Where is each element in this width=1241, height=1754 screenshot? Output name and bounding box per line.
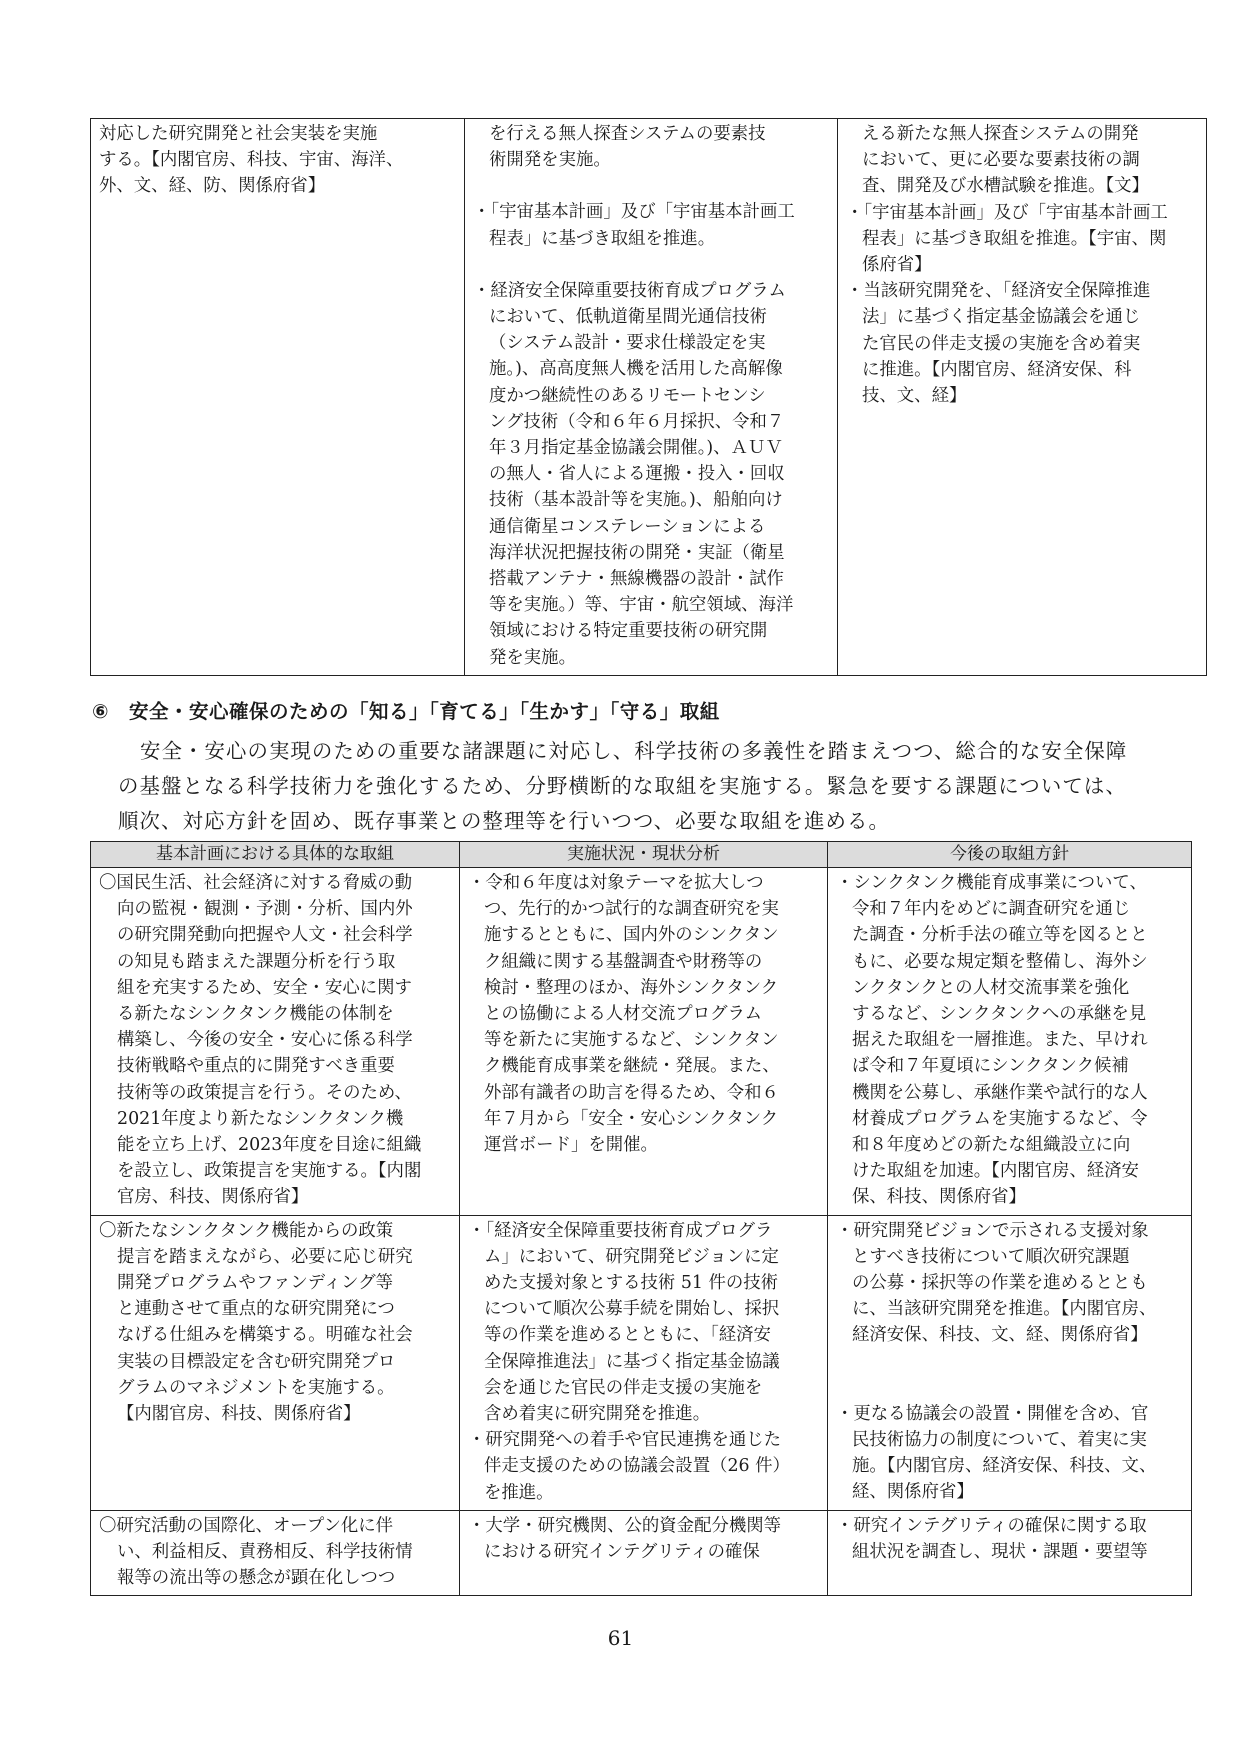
intro-line: の基盤となる科学技術力を強化するため、分野横断的な取組を実施する。緊急を要する課題については、 [118,774,1127,798]
measures-table [90,841,1192,1596]
table-cell [91,1510,460,1596]
cell-text: 〇新たなシンクタンク機能からの政策 提言を踏まえながら、必要に応じ研究 開発プログラムやファンディング等 と連動させて重点的な研究開発につ なげる仕組みを構築する。明確な社会 実装の目標設定を含む研究開発プロ グラムのマネジメントを実施する。 【内閣官房、科技、関係府省】 [99,1220,413,1425]
cell-text: 〇研究活動の国際化、オープン化に伴 い、利益相反、責務相反、科学技術情 報等の流出等の懸念が顕在化しつつ [99,1515,413,1589]
bullet-text: ・「宇宙基本計画」及び「宇宙基本計画工 程表」に基づき取組を推進。 [473,202,795,249]
bullet-text: ・「宇宙基本計画」及び「宇宙基本計画工 程表」に基づき取組を推進。【宇宙、関 係府省】 [846,202,1168,276]
header-cell: 基本計画における具体的な取組 [91,842,460,868]
cell-text: える新たな無人探査システムの開発 において、更に必要な要素技術の調 査、開発及び水槽試験を推進。【文】 [862,124,1149,197]
bullet-text: ・「経済安全保障重要技術育成プログラ ム」において、研究開発ビジョンに定 めた支援対象とする技術 51 件の技術 について順次公募手続を開始し、採択 等の作業を進めるとともに、「経済安 全保障推進法」に基づく指定基金協議 会を通じた官民の伴走支援の実施を 含め着実に研究開発を推進。 [468,1220,780,1425]
table-cell [91,119,465,676]
bullet-text: ・シンクタンク機能育成事業について、 令和７年内をめどに調査研究を通じ た調査・分析手法の確立等を図るとと もに、必要な規定類を整備し、海外シ ンクタンクとの人材交流事業を強化 するなど、シンクタンクへの承継を見 据えた取組を一層推進。また、早けれ ば令和７年夏頃にシンクタンク候補 機関を公募し、承継作業や試行的な人 材養成プログラムを実施するなど、令 和８年度めどの新たな組織設立に向 けた取組を加速。【内閣官房、経済安 保、科技、関係府省】 [836,873,1148,1208]
bullet-text: ・経済安全保障重要技術育成プログラム において、低軌道衛星間光通信技術 （システム設計・要求仕様設定を実 施。)、高高度無人機を活用した高解像 度かつ継続性のあるリモートセンシ ング技術（令和６年６月採択、令和７ 年３月指定基金協議会開催。)、ＡＵＶ の無人・省人による運搬・投入・回収 技術（基本設計等を実施。)、船舶向け 通信衛星コンステレーションによる 海洋状況把握技術の開発・実証（衛星 搭載アンテナ・無線機器の設計・試作 等を実施。）等、宇宙・航空領域、海洋 領域における特定重要技術の研究開 発を実施。 [473,280,794,668]
table-cell [828,868,1192,1216]
table-cell [460,1215,828,1510]
bullet-text: ・更なる協議会の設置・開催を含め、官 民技術協力の制度について、着実に実 施。【内閣官房、経済安保、科技、文、 経、関係府省】 [836,1403,1157,1503]
cell-text: 〇国民生活、社会経済に対する脅威の動 向の監視・観測・予測・分析、国内外 の研究開発動向把握や人文・社会科学 の知見も踏まえた課題分析を行う取 組を充実するため、安全・安心に関す る新たなシンクタンク機能の体制を 構築し、今後の安全・安心に係る科学 技術戦略や重点的に開発すべき重要 技術等の政策提言を行う。そのため、 2021年度より新たなシンクタンク機 能を立ち上げ、2023年度を目途に組織 を設立し、政策提言を実施する。【内閣 官房、科技、関係府省】 [99,873,422,1208]
table-header-row [91,842,1192,868]
bullet-text: ・令和６年度は対象テーマを拡大しつ つ、先行的かつ試行的な調査研究を実 施するとともに、国内外のシンクタン ク組織に関する基盤調査や財務等の 検討・整理のほか、海外シンクタンク との協働による人材交流プログラム 等を新たに実施するなど、シンクタン ク機能育成事業を継続・発展。また、 外部有識者の助言を得るため、令和６ 年７月から「安全・安心シンクタンク 運営ボード」を開催。 [468,873,780,1156]
intro-paragraph [118,734,1158,839]
table-cell [91,1215,460,1510]
table-row [91,1510,1192,1596]
cell-text: を行える無人探査システムの要素技 術開発を実施。 [489,124,766,171]
section-heading: ⑥ 安全・安心確保のための「知る」「育てる」「生かす」「守る」取組 [92,700,720,723]
table-cell [460,868,828,1216]
bullet-text: ・当該研究開発を、「経済安全保障推進 法」に基づく指定基金協議会を通じ た官民の伴走支援の実施を含め着実 に推進。【内閣官房、経済安保、科 技、文、経】 [846,281,1151,407]
header-cell: 実施状況・現状分析 [460,842,828,868]
spacer [473,173,828,199]
table-row [91,1215,1192,1510]
table-cell [91,868,460,1216]
cell-text: 対応した研究開発と社会実装を実施 する。【内閣官房、科技、宇宙、海洋、 外、文、経、防、関係府省】 [99,124,404,197]
bullet-text: ・研究開発への着手や官民連携を通じた 伴走支援のための協議会設置（26 件） を推進。 [468,1430,790,1503]
table-cell [828,1215,1192,1510]
table-cell [838,119,1207,676]
table-cell [828,1510,1192,1596]
bullet-text: ・大学・研究機関、公的資金配分機関等 における研究インテグリティの確保 [468,1515,782,1563]
spacer [473,252,828,278]
table-row [91,868,1192,1216]
table-cell [460,1510,828,1596]
continuation-table [90,118,1207,676]
header-cell: 今後の取組方針 [828,842,1192,868]
intro-line: 安全・安心の実現のための重要な諸課題に対応し、科学技術の多義性を踏まえつつ、総合的な安全保障 [140,739,1128,763]
table-cell [465,119,838,676]
table-row [91,119,1207,676]
page-number: 61 [607,1626,634,1650]
bullet-text: ・研究インテグリティの確保に関する取 組状況を調査し、現状・課題・要望等 [836,1515,1148,1563]
bullet-text: ・研究開発ビジョンで示される支援対象 とすべき技術について順次研究課題 の公募・採択等の作業を進めるととも に、当該研究開発を推進。【内閣官房、 経済安保、科技、文、経、関係府省】 [836,1220,1157,1346]
spacer [836,1349,1182,1401]
intro-line: 順次、対応方針を固め、既存事業との整理等を行いつつ、必要な取組を進める。 [118,809,891,833]
